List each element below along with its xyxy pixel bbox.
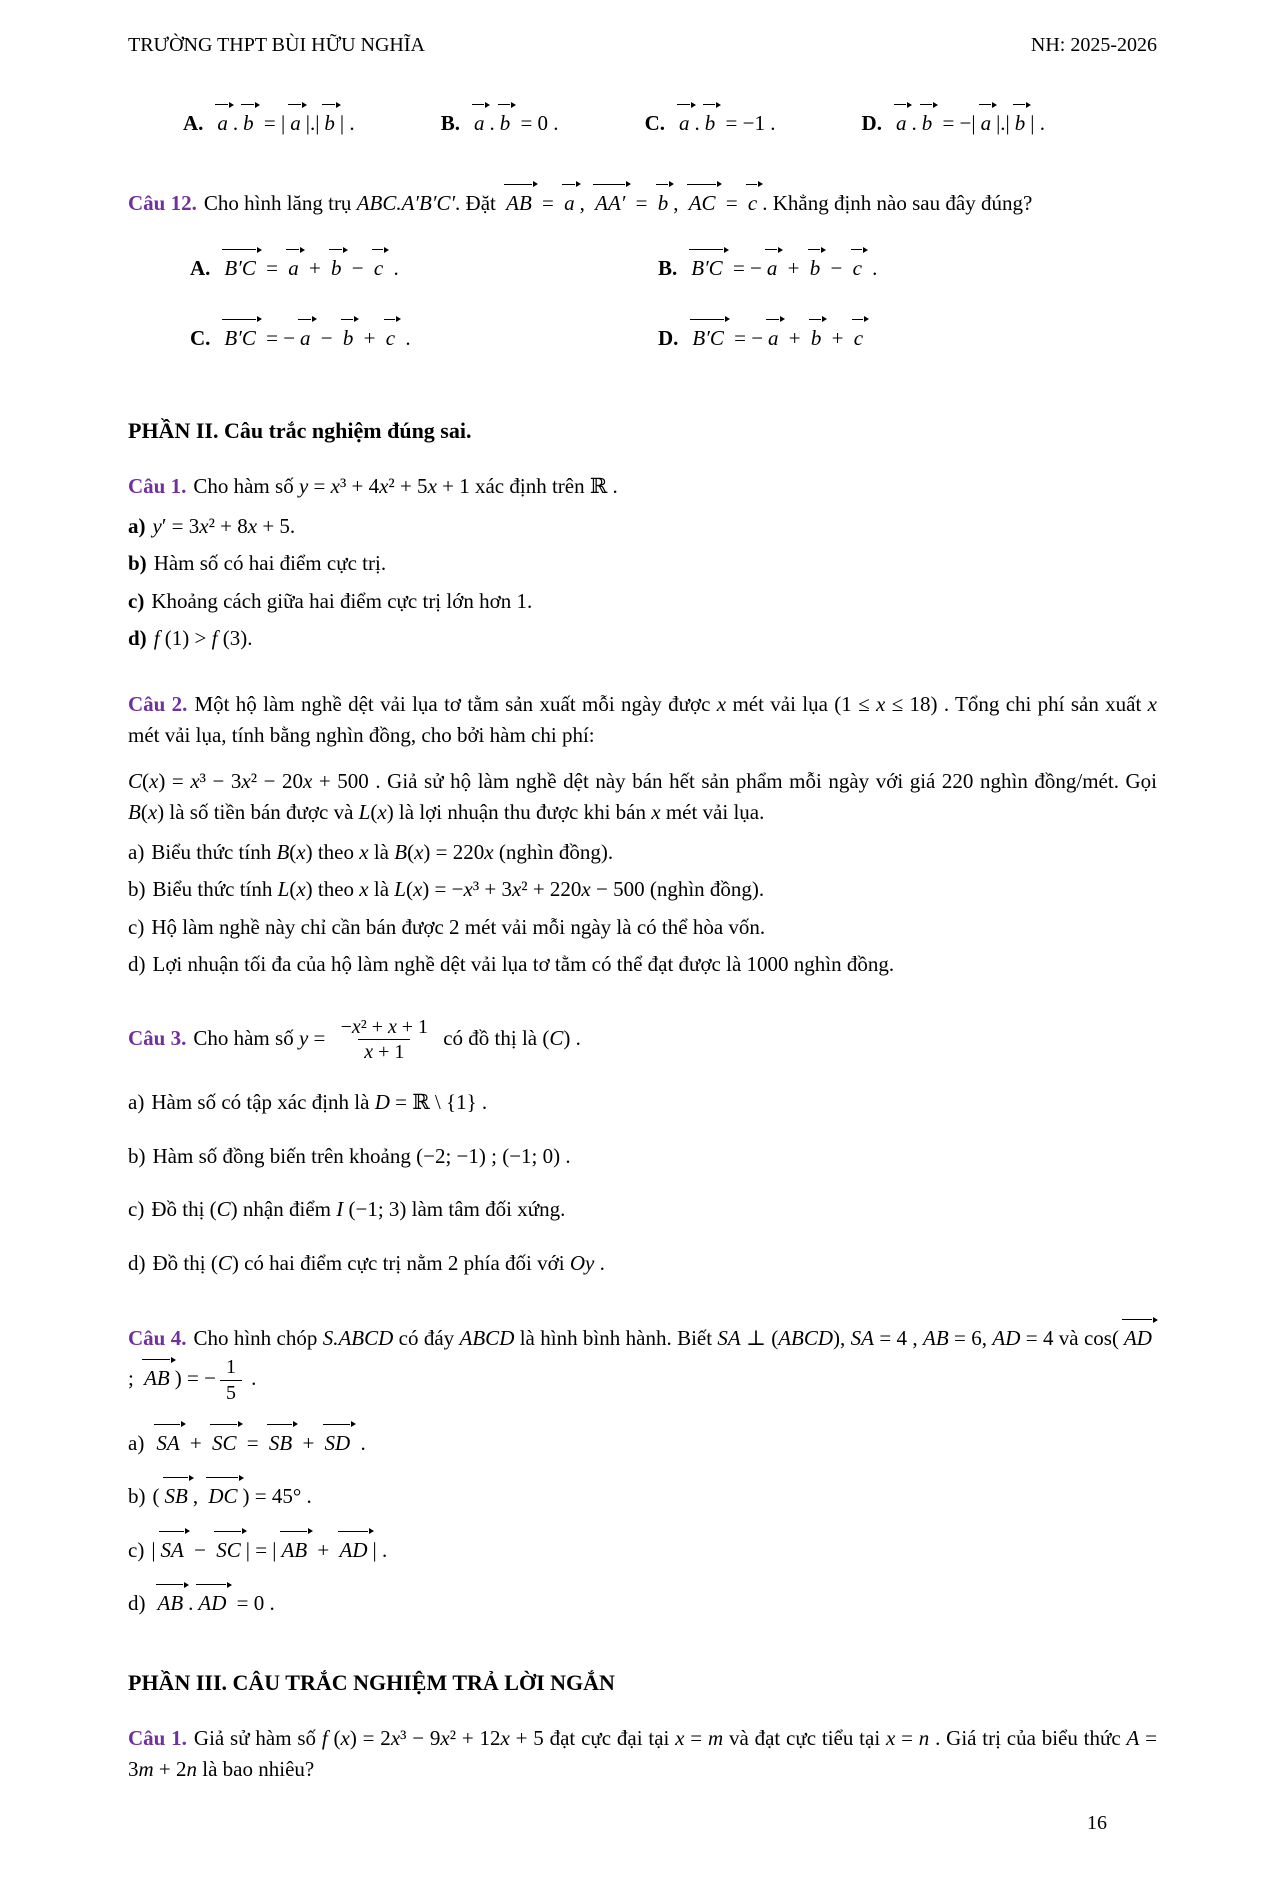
statement-a-text: SA + SC = SB + SD . <box>151 1431 365 1455</box>
statement-a-label: a) <box>128 839 145 864</box>
option-a <box>183 98 355 140</box>
part2-question-3 <box>128 1009 1157 1296</box>
statement-list <box>128 1081 1157 1279</box>
option-a <box>190 243 658 285</box>
option-b <box>658 243 1157 285</box>
statement-c-text: Đồ thị (C) nhận điểm I (−1; 3) làm tâm đối xứng. <box>151 1197 566 1222</box>
question-12-options <box>128 243 1157 354</box>
statement-d-text: AB . AD = 0 . <box>153 1591 275 1615</box>
question-12-label: Câu 12. <box>128 190 197 215</box>
statement-a <box>128 1081 1157 1119</box>
statement-b-text: Biểu thức tính L(x) theo x là L(x) = −x³ + 3x² + 220x − 500 (nghìn đồng). <box>152 877 765 901</box>
statement-a-text: y′ = 3x² + 8x + 5. <box>152 513 296 538</box>
option-a-label: A. <box>190 256 211 280</box>
statement-b-text: ( SB , DC ) = 45° . <box>153 1484 312 1508</box>
option-d-formula: B′C = − a + b + c <box>687 326 868 350</box>
statement-b-label: b) <box>128 877 146 901</box>
statement-c-text: Khoảng cách giữa hai điểm cực trị lớn hơn 1. <box>151 588 533 613</box>
question-text: Giả sử hàm số f (x) = 2x³ − 9x² + 12x + 5 đạt cực đại tại x = m và đạt cực tiểu tại x = n . Giá trị của biểu thức A = 3m + 2n là bao nhiêu? <box>128 1725 1158 1782</box>
statement-a-label: a) <box>128 513 146 538</box>
statement-c <box>128 586 1157 618</box>
statement-a <box>128 1422 1157 1460</box>
statement-a-text: Biểu thức tính B(x) theo x là B(x) = 220x (nghìn đồng). <box>151 839 614 864</box>
question-label: Câu 1. <box>128 474 187 498</box>
option-b-formula: B′C = − a + b − c . <box>686 256 877 280</box>
option-d-label: D. <box>658 325 679 350</box>
statement-a-text: Hàm số có tập xác định là D = ℝ \ {1} . <box>151 1090 488 1115</box>
part3-heading: PHẦN III. CÂU TRẮC NGHIỆM TRẢ LỜI NGẮN <box>128 1669 615 1695</box>
statement-c-label: c) <box>128 914 145 939</box>
option-d-label: D. <box>861 111 882 135</box>
statement-c-text: Hộ làm nghề này chỉ cần bán được 2 mét vải mỗi ngày là có thể hòa vốn. <box>151 914 766 939</box>
question-text: Cho hàm số y = $\frac{\text{−x² + x + 1}}{x + 1}$ có đồ thị là (C) . <box>193 1015 581 1064</box>
question-text: Cho hàm số y = x³ + 4x² + 5x + 1 xác định trên ℝ . <box>193 474 618 498</box>
question-label: Câu 2. <box>128 691 188 716</box>
statement-a-label: a) <box>128 1430 145 1455</box>
statement-d-text: Đồ thị (C) có hai điểm cực trị nằm 2 phía đối với Oy . <box>152 1250 605 1275</box>
statement-c <box>128 912 1157 944</box>
statement-d-label: d) <box>128 952 146 976</box>
question-12-stem <box>128 182 1157 220</box>
question-text: Cho hình chóp S.ABCD có đáy ABCD là hình bình hành. Biết SA ⊥ (ABCD), SA = 4 , AB = 6, AD = 4 và cos( AD; AB ) = − $\frac{1}{5}$ . <box>128 1326 1157 1390</box>
option-c <box>645 98 776 140</box>
question-text: Một hộ làm nghề dệt vải lụa tơ tằm sản xuất mỗi ngày được x mét vải lụa (1 ≤ x ≤ 18) . Tổng chi phí sản xuất x mét vải lụa, tính bằng nghìn đồng, cho bởi hàm chi phí: <box>128 691 1157 747</box>
statement-c-label: c) <box>128 1537 145 1562</box>
question-stem <box>128 1009 1157 1066</box>
statement-b-label: b) <box>128 551 147 575</box>
statement-c <box>128 1188 1157 1226</box>
statement-a <box>128 837 1157 869</box>
option-d <box>862 98 1045 140</box>
option-b-label: B. <box>658 256 678 280</box>
question-text-continued: C(x) = x³ − 3x² − 20x + 500 . Giả sử hộ làm nghề dệt này bán hết sản phẩm mỗi ngày với giá 220 nghìn đồng/mét. Gọi B(x) là số tiền bán được và L(x) là lợi nhuận thu được khi bán x mét vải lụa. <box>128 768 1158 824</box>
statement-list <box>128 511 1157 655</box>
statement-c-label: c) <box>128 588 145 613</box>
page-footer <box>128 1808 1157 1838</box>
statement-b <box>128 1135 1157 1173</box>
option-c-label: C. <box>190 325 211 350</box>
statement-b <box>128 874 1157 906</box>
option-c-label: C. <box>644 111 666 135</box>
option-b-formula: a . b = 0 . <box>469 111 559 135</box>
statement-d <box>128 1242 1157 1280</box>
question-stem-continued <box>128 760 1157 829</box>
question-label: Câu 1. <box>128 1725 187 1750</box>
statement-a-label: a) <box>128 1090 145 1115</box>
statement-d-text: f (1) > f (3). <box>153 626 253 650</box>
statement-c-text: | SA − SC | = | AB + AD | . <box>151 1538 387 1562</box>
statement-b-label: b) <box>128 1484 146 1509</box>
statement-d <box>128 1582 1157 1620</box>
option-b <box>441 98 559 140</box>
statement-c-label: c) <box>128 1197 145 1222</box>
option-d-formula: a . b = −| a |.| b | . <box>891 111 1045 135</box>
statement-d-label: d) <box>128 626 147 650</box>
question-stem <box>128 1317 1157 1405</box>
statement-b-label: b) <box>128 1143 146 1168</box>
statement-b <box>128 548 1157 580</box>
statement-d-label: d) <box>128 1591 146 1616</box>
part3-question-1 <box>128 1717 1157 1794</box>
school-name: TRƯỜNG THPT BÙI HỮU NGHĨA <box>128 34 425 56</box>
question-12-text: Cho hình lăng trụ ABC.A′B′C′. Đặt AB = a , AA′ = b , AC = c . Khẳng định nào sau đây đúng? <box>204 191 1032 215</box>
option-a-formula: a . b = | a |.| b | . <box>212 111 354 135</box>
option-d <box>658 313 1157 355</box>
question-label: Câu 4. <box>128 1326 187 1351</box>
option-a-formula: B′C = a + b − c . <box>219 256 398 280</box>
part2-question-4 <box>128 1317 1157 1635</box>
statement-b-text: Hàm số có hai điểm cực trị. <box>153 551 387 575</box>
part2-heading: PHẦN II. Câu trắc nghiệm đúng sai. <box>128 418 472 443</box>
statement-d-label: d) <box>128 1250 146 1275</box>
part2-question-1 <box>128 465 1157 661</box>
question-11-options <box>128 98 1157 140</box>
statement-a <box>128 511 1157 543</box>
statement-b-text: Hàm số đồng biến trên khoảng (−2; −1) ; (−1; 0) . <box>152 1143 571 1168</box>
question-12 <box>128 182 1157 385</box>
statement-d <box>128 623 1157 655</box>
page-number: 16 <box>1087 1811 1107 1834</box>
option-c <box>190 313 658 355</box>
statement-d-text: Lợi nhuận tối đa của hộ làm nghề dệt vải lụa tơ tằm có thể đạt được là 1000 nghìn đồng. <box>152 952 895 976</box>
option-c-formula: a . b = −1 . <box>674 111 775 135</box>
question-stem <box>128 465 1157 503</box>
option-c-formula: B′C = − a − b + c . <box>219 326 410 350</box>
option-a-label: A. <box>183 111 204 135</box>
statement-list <box>128 837 1157 981</box>
question-stem <box>128 1717 1157 1786</box>
statement-list <box>128 1422 1157 1620</box>
option-b-label: B. <box>440 111 460 135</box>
school-year: NH: 2025-2026 <box>1030 34 1157 56</box>
question-stem <box>128 683 1157 752</box>
statement-d <box>128 949 1157 981</box>
part2-question-2 <box>128 683 1157 987</box>
statement-c <box>128 1529 1157 1567</box>
question-label: Câu 3. <box>128 1025 187 1050</box>
statement-b <box>128 1475 1157 1513</box>
page-header <box>128 30 1157 60</box>
